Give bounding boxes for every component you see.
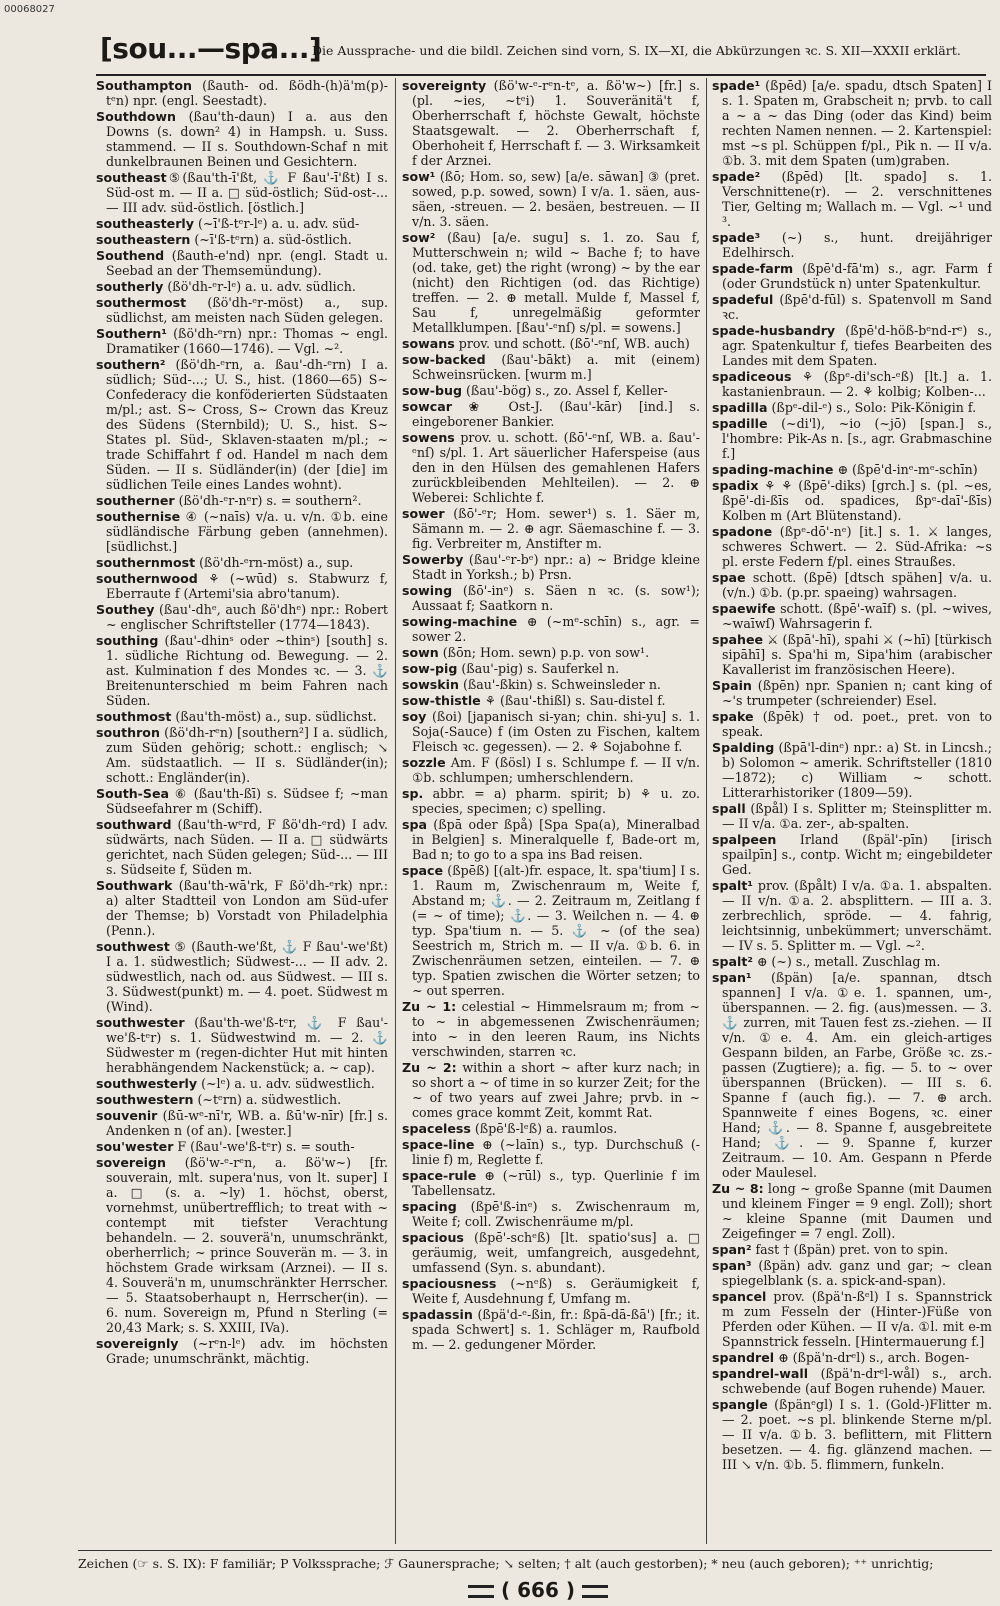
entry-headword: spade² xyxy=(712,169,761,184)
entry-definition: Am. F (ßösl) I s. Schlumpe f. — II v/n. ①b. schlumpen; umherschlendern. xyxy=(412,755,700,785)
entry-headword: southwester xyxy=(96,1015,185,1030)
entry-headword: spall xyxy=(712,801,746,816)
dictionary-entry xyxy=(96,1015,388,1075)
dictionary-entry xyxy=(96,571,388,601)
dictionary-entry xyxy=(402,1168,700,1198)
entry-headword: sovereign xyxy=(96,1155,166,1170)
dictionary-entry xyxy=(402,1137,700,1167)
entry-headword: spalt² xyxy=(712,954,753,969)
entry-headword: sozzle xyxy=(402,755,446,770)
dictionary-entry xyxy=(96,1139,388,1154)
dictionary-entry xyxy=(712,169,992,229)
entry-headword: southerly xyxy=(96,279,164,294)
entry-headword: southwest xyxy=(96,939,170,954)
entry-headword: spacious xyxy=(402,1230,464,1245)
entry-definition: (~) s., hunt. dreijähriger Edelhirsch. xyxy=(722,230,992,260)
column-2 xyxy=(402,78,700,1544)
entry-headword: spadiceous xyxy=(712,369,792,384)
dictionary-entry xyxy=(712,1350,992,1365)
entry-definition: (~ī'ß-tᵉr-lᵉ) a. u. adv. süd- xyxy=(193,216,360,231)
entry-headword: spangle xyxy=(712,1397,768,1412)
entry-headword: span³ xyxy=(712,1258,752,1273)
entry-definition: (ßau'-bög) s., zo. Assel f, Keller- xyxy=(462,383,668,398)
entry-definition: ⚘ (ßpᵉ-di'sch-ᵉß) [lt.] a. 1. kastanienbraun. — 2. ⚘ kolbig; Kolben-... xyxy=(722,369,992,399)
entry-headword: sowcar xyxy=(402,399,452,414)
entry-definition: (~rᵉn-lᵉ) adv. im höchsten Grade; unumschränkt, mächtig. xyxy=(106,1336,388,1366)
entry-headword: sow¹ xyxy=(402,169,436,184)
entry-headword: Zu ~ 8: xyxy=(712,1181,764,1196)
entry-definition: prov. (ßpålt) I v/a. ①a. 1. abspalten. — II v/n. ①a. 2. absplittern. — III a. 3. zerbrechlich, spröde. — 4. fahrig, leichtsinnig, unbekümmert; unverschämt. — IV s. 5. Splitter m. — Vgl. ~². xyxy=(722,878,992,953)
entry-headword: sown xyxy=(402,645,439,660)
dictionary-entry xyxy=(712,416,992,461)
dictionary-entry xyxy=(96,555,388,570)
dictionary-entry xyxy=(712,400,992,415)
entry-headword: Sowerby xyxy=(402,552,464,567)
entry-definition: (ßpᵉ-dil-ᵉ) s., Solo: Pik-Königin f. xyxy=(767,400,977,415)
entry-headword: southmost xyxy=(96,709,172,724)
entry-headword: Zu ~ 2: xyxy=(402,1060,457,1075)
dictionary-entry xyxy=(712,832,992,877)
dictionary-entry xyxy=(96,602,388,632)
entry-headword: spae xyxy=(712,570,746,585)
entry-headword: Southend xyxy=(96,248,165,263)
dictionary-entry xyxy=(402,169,700,229)
dictionary-entry xyxy=(712,478,992,523)
entry-definition: (ßpēß) [(alt-)fr. espace, lt. spa'tium] I s. 1. Raum m, Zwischenraum m, Weite f, Abstand m; ⚓. — 2. Zeitraum m, Zeitlang f (= ~ of time); ⚓. — 3. Weilchen n. — 4. ⊕ typ. Spa'tium n. — 5. ⚓ ~ (of the sea) Seestrich m, Strich m. — II v/a. ①b. 6. in Zwischenräumen setzen, einteilen. — 7. ⊕ typ. Spatien zwischen die Wörter setzen; to ~ out sperren. xyxy=(412,863,700,998)
entry-headword: spade¹ xyxy=(712,78,761,93)
entry-headword: Southern¹ xyxy=(96,326,167,341)
entry-definition: ⊕ (ßpē'd-inᵉ-mᵉ-schīn) xyxy=(833,462,978,477)
entry-headword: spalpeen xyxy=(712,832,777,847)
entry-headword: sow² xyxy=(402,230,436,245)
dictionary-entry xyxy=(712,1397,992,1472)
entry-headword: Southdown xyxy=(96,109,176,124)
entry-headword: spaewife xyxy=(712,601,776,616)
entry-definition: (~tᵉrn) a. südwestlich. xyxy=(193,1092,342,1107)
dictionary-entry xyxy=(402,336,700,351)
entry-headword: sowskin xyxy=(402,677,459,692)
dictionary-entry xyxy=(402,552,700,582)
dictionary-entry xyxy=(96,78,388,108)
entry-headword: sovereignly xyxy=(96,1336,179,1351)
entry-definition: (ßö'dh-ᵉrn) npr.: Thomas ~ engl. Dramatiker (1660—1746). — Vgl. ~². xyxy=(106,326,388,356)
entry-headword: sow-thistle xyxy=(402,693,481,708)
dictionary-entry xyxy=(96,1092,388,1107)
entry-definition: ⊕ (~rūl) s., typ. Querlinie f im Tabellensatz. xyxy=(412,1168,700,1198)
entry-headword: southernise xyxy=(96,509,181,524)
entry-definition: (ßō; Hom. so, sew) [a/e. sāwan] ③ (pret. sowed, p.p. sowed, sown) I v/a. 1. säen, aus-säen, -streuen. — 2. besäen, bestreuen. — II v/n. 3. säen. xyxy=(412,169,700,229)
entry-definition: (ßpän) [a/e. spannan, dtsch spannen] I v/a. ①e. 1. spannen, um-, überspannen. — 2. fig. (aus)messen. — 3. ⚓ zurren, mit Tauen fest zs.-ziehen. — II v/n. ①e. 4. Am. ein gleich-artiges Gespann bilden, an Farbe, Größe ꝛc. zs.-passen (Zugtiere); a. fig. — 5. to ~ over überspannen (Brücken). — III s. 6. Spanne f (auch fig.). — 7. ⊕ arch. Spannweite f eines Bogens, ꝛc. einer Hand; ⚓. — 8. Spanne f, ausgebreitete Hand; ⚓. — 9. Spanne f, kurzer Zeitraum. — 10. Am. Gespann n Pferde oder Maulesel. xyxy=(722,970,992,1180)
entry-definition: (ßö'dh-ᵉr-nᵉr) s. = southern². xyxy=(174,493,362,508)
entry-headword: sowans xyxy=(402,336,455,351)
dictionary-entry xyxy=(96,216,388,231)
entry-definition: (~nᵉß) s. Geräumigkeit f, Weite f, Ausdehnung f, Umfang m. xyxy=(412,1276,700,1306)
dictionary-entry xyxy=(712,292,992,322)
dictionary-entry xyxy=(712,954,992,969)
entry-definition: (ßau) [a/e. sugu] s. 1. zo. Sau f, Mutterschwein n; wild ~ Bache f; to have (od. take, get) the right (wrong) ~ by the ear (nicht) den Richtigen (od. das Richtige) treffen. — 2. ⊕ metall. Mulde f, Massel f, Sau f, unregelmäßig geformter Metallklumpen. [ßau'-ᵉnſ) s/pl. = sowens.] xyxy=(412,230,700,335)
dictionary-entry xyxy=(402,817,700,862)
dictionary-entry xyxy=(712,1289,992,1349)
entry-headword: Southey xyxy=(96,602,155,617)
dictionary-entry xyxy=(96,725,388,785)
entry-headword: southwestern xyxy=(96,1092,194,1107)
entry-definition: schott. (ßpē'-waīf) s. (pl. ~wives, ~waīwſ) Wahrsagerin f. xyxy=(722,601,992,631)
dictionary-entry xyxy=(402,1230,700,1275)
entry-definition: (~lᵉ) a. u. adv. südwestlich. xyxy=(197,1076,375,1091)
dictionary-entry xyxy=(712,230,992,260)
dictionary-entry xyxy=(96,786,388,816)
column-divider xyxy=(706,78,707,1544)
entry-headword: southermost xyxy=(96,295,187,310)
entry-definition: (ßö'w-ᵉ-rᵉn, a. ßö'w~) [fr. souverain, mlt. supera'nus, von lt. super] I a. □ (s. a. ~ly) 1. höchst, oberst, vornehmst, unübertrefflich; to treat with ~ contempt mit tiefster Verachtung behandeln. — 2. souverä'n, unumschränkt, oberherrlich; ~ prince Souverän m. — 3. in höchstem Grade wirksam (Arznei). — II s. 4. Souverä'n m, unumschränkter Herrscher. — 5. Staatsoberhaupt n, Herrscher(in). — 6. num. Sovereign m, Pfund n Sterling (= 20,43 Mark; s. S. XXIII, IVa). xyxy=(106,1155,388,1335)
entry-headword: sovereignty xyxy=(402,78,487,93)
entry-headword: sowens xyxy=(402,430,455,445)
entry-definition: (ßō'-inᵉ) s. Säen n ꝛc. (s. sow¹); Aussaat f; Saatkorn n. xyxy=(412,583,700,613)
dictionary-entry xyxy=(402,399,700,429)
entry-definition: (ßau'-dhinˢ oder ~thinˢ) [south] s. 1. südliche Richtung od. Bewegung. — 2. ast. Kulmination f des Mondes ꝛc. — 3. ⚓ Breitenunterschied m beim Fahren nach Süden. xyxy=(106,633,388,708)
entry-definition: ⊕ (~laīn) s., typ. Durchschuß (-linie f) m, Reglette f. xyxy=(412,1137,700,1167)
dictionary-entry xyxy=(96,939,388,1014)
entry-definition: (ßpä'n-drᵉl-wål) s., arch. schwebende (auf Bogen ruhende) Mauer. xyxy=(722,1366,992,1396)
entry-headword: sowing xyxy=(402,583,453,598)
dictionary-entry xyxy=(712,1258,992,1288)
entry-headword: spadone xyxy=(712,524,773,539)
entry-headword: spade-farm xyxy=(712,261,794,276)
entry-headword: southernwood xyxy=(96,571,198,586)
dictionary-entry xyxy=(96,1336,388,1366)
entry-definition: (ßau'th-möst) a., sup. südlichst. xyxy=(171,709,377,724)
entry-definition: (~di'l), ~io (~jō) [span.] s., l'hombre: Pik-As n. [s., agr. Grabmaschine f.] xyxy=(722,416,992,461)
entry-definition: (ßoi) [japanisch si-yan; chin. shi-yu] s. 1. Soja(-Sauce) f (im Osten zu Fischen, kaltem Fleisch ꝛc. gegessen). — 2. ⚘ Sojabohne f. xyxy=(412,709,700,754)
entry-definition: (ßau'th-wᵉrd, F ßö'dh-ᵉrd) I adv. südwärts, nach Süden. — II a. □ südwärts gerichtet, nach Süden gelegen; Süd-... — III s. Südseite f, Süden m. xyxy=(106,817,388,877)
entry-headword: sow-bug xyxy=(402,383,463,398)
entry-definition: (ßpē'-schᵉß) [lt. spatio'sus] a. □ geräumig, weit, umfangreich, ausgedehnt, umfassend (Syn. s. abundant). xyxy=(412,1230,700,1275)
entry-headword: spandrel-wall xyxy=(712,1366,809,1381)
entry-headword: sower xyxy=(402,506,445,521)
entry-headword: southeasterly xyxy=(96,216,194,231)
dictionary-entry xyxy=(96,248,388,278)
dictionary-entry xyxy=(402,78,700,168)
entry-headword: spadille xyxy=(712,416,768,431)
dictionary-entry xyxy=(712,323,992,368)
entry-headword: Southwark xyxy=(96,878,173,893)
dictionary-entry xyxy=(96,709,388,724)
dictionary-entry xyxy=(402,677,700,692)
dictionary-entry xyxy=(402,383,700,398)
entry-headword: spa xyxy=(402,817,428,832)
dictionary-entry xyxy=(712,678,992,708)
entry-headword: spade³ xyxy=(712,230,761,245)
dictionary-entry xyxy=(402,709,700,754)
entry-definition: (ßpēn) npr. Spanien n; cant king of ~'s trumpeter (schreiender) Esel. xyxy=(722,678,992,708)
entry-headword: sp. xyxy=(402,786,424,801)
dictionary-entry xyxy=(96,1108,388,1138)
entry-headword: souvenir xyxy=(96,1108,158,1123)
dictionary-entry xyxy=(96,357,388,492)
entry-headword: South-Sea xyxy=(96,786,170,801)
entry-headword: Spain xyxy=(712,678,752,693)
dictionary-entry xyxy=(96,170,388,215)
dictionary-entry xyxy=(402,230,700,335)
entry-headword: space-rule xyxy=(402,1168,477,1183)
entry-definition: (~ī'ß-tᵉrn) a. süd-östlich. xyxy=(190,232,352,247)
entry-definition: (ßpē'd-höß-bᵉnd-rᵉ) s., agr. Spatenkultur f, tiefes Bearbeiten des Landes mit dem Spaten. xyxy=(722,323,992,368)
entry-headword: southernmost xyxy=(96,555,196,570)
header-note: Die Aussprache- und die bildl. Zeichen sind vorn, S. IX—XI, die Abkürzungen ꝛc. S. XII—XXXII erklärt. xyxy=(312,43,961,58)
entry-definition: (ßpē'ß-lᵉß) a. raumlos. xyxy=(470,1121,618,1136)
entry-headword: spalt¹ xyxy=(712,878,753,893)
dictionary-entry xyxy=(96,878,388,938)
dictionary-entry xyxy=(402,583,700,613)
entry-headword: spandrel xyxy=(712,1350,775,1365)
dictionary-entry xyxy=(402,352,700,382)
entry-definition: (ßau'-ßkin) s. Schweinsleder n. xyxy=(458,677,661,692)
dictionary-entry xyxy=(96,295,388,325)
entry-definition: ⊕ (~) s., metall. Zuschlag m. xyxy=(752,954,941,969)
dictionary-entry xyxy=(712,78,992,168)
entry-headword: southerner xyxy=(96,493,175,508)
page-header xyxy=(96,28,986,76)
dictionary-entry xyxy=(402,1276,700,1306)
entry-definition: (ßö'dh-ᵉr-möst) a., sup. südlichst, am meisten nach Süden gelegen. xyxy=(106,295,388,325)
entry-headword: sow-backed xyxy=(402,352,486,367)
entry-definition: ⊕ (ßpä'n-drᵉl) s., arch. Bogen- xyxy=(774,1350,970,1365)
entry-definition: (ßau'-ᵉr-bᵉ) npr.: a) ~ Bridge kleine Stadt in Yorksh.; b) Prsn. xyxy=(412,552,700,582)
dictionary-entry xyxy=(402,1199,700,1229)
dictionary-entry xyxy=(96,817,388,877)
entry-headword: spancel xyxy=(712,1289,767,1304)
dictionary-entry xyxy=(712,601,992,631)
dictionary-entry xyxy=(402,1121,700,1136)
entry-headword: sow-pig xyxy=(402,661,458,676)
entry-definition: (ßö'w-ᵉ-rᵉn-tᵉ, a. ßö'w~) [fr.] s. (pl. ~ies, ~tᵉi) 1. Souveränitä't f, Oberherrschaft f, höchste Gewalt, höchste Staatsgewalt. — 2. Oberherrschaft f, Oberhoheit f, Herrschaft f. — 3. Wirksamkeit f der Arznei. xyxy=(412,78,700,168)
dictionary-entry xyxy=(96,633,388,708)
entry-headword: spadassin xyxy=(402,1307,473,1322)
entry-definition: ⚔ (ßpā'-hī), spahi ⚔ (~hī) [türkisch sipāhī] s. Spa'hi m, Sipa'him (arabischer Kavallerist im französischen Heere). xyxy=(722,632,992,677)
dictionary-entry xyxy=(402,661,700,676)
entry-definition: (ßau'-pig) s. Sauferkel n. xyxy=(457,661,620,676)
entry-definition: (ßauth-e'nd) npr. (engl. Stadt u. Seebad an der Themsemündung). xyxy=(106,248,388,278)
entry-definition: (ßū-wᵉ-nī'r, WB. a. ßū'w-nīr) [fr.] s. Andenken n (of an). [wester.] xyxy=(106,1108,388,1138)
entry-definition: (ßpä'd-ᵉ-ßin, fr.: ßpā-dā-ßā') [fr.; it. spada Schwert] s. 1. Schläger m, Raufbold m. — 2. gedungener Mörder. xyxy=(412,1307,700,1352)
dictionary-entry xyxy=(712,878,992,953)
entry-definition: (ßpēd) [lt. spado] s. 1. Verschnittene(r). — 2. verschnittenes Tier, Gelting m; Wallach m. — Vgl. ~¹ und ³. xyxy=(722,169,992,229)
dictionary-entry xyxy=(402,755,700,785)
entry-headword: Zu ~ 1: xyxy=(402,999,457,1014)
dictionary-entry xyxy=(712,1242,992,1257)
entry-definition: (ßpēd) [a/e. spadu, dtsch Spaten] I s. 1. Spaten m, Grabscheit n; prvb. to call a ~ a ~ das Ding (oder das Kind) beim rechten Namen nennen. — 2. Kartenspiel: mst ~s pl. Schüppen f/pl., Pik n. — II v/a. ①b. 3. mit dem Spaten (um)graben. xyxy=(722,78,992,168)
entry-definition: schott. (ßpē) [dtsch spähen] v/a. u. (v/n.) ①b. (p.pr. spaeing) wahrsagen. xyxy=(722,570,992,600)
dictionary-entry xyxy=(96,279,388,294)
entry-headword: southward xyxy=(96,817,172,832)
entry-headword: spahee xyxy=(712,632,764,647)
entry-definition: long ~ große Spanne (mit Daumen und kleinem Finger = 9 engl. Zoll); short ~ kleine Spanne (mit Daumen und Zeigefinger = 7 engl. Zoll). xyxy=(722,1181,992,1241)
entry-definition: (ßpēk) † od. poet., pret. von to speak. xyxy=(722,709,992,739)
dictionary-entry xyxy=(402,786,700,816)
entry-headword: soy xyxy=(402,709,427,724)
entry-headword: southwesterly xyxy=(96,1076,198,1091)
entry-headword: southron xyxy=(96,725,160,740)
entry-definition: ⑤ (ßauth-we'ßt, ⚓ F ßau'-we'ßt) I a. 1. südwestlich; Südwest-... — II adv. 2. südwestlich, nach od. aus Südwest. — III s. 3. Südwest(punkt) m. — 4. poet. Südwest m (Wind). xyxy=(106,939,388,1014)
dictionary-entry xyxy=(712,801,992,831)
column-divider xyxy=(395,78,396,1544)
dictionary-entry xyxy=(712,570,992,600)
dictionary-entry xyxy=(712,369,992,399)
ornament-bar xyxy=(582,1585,608,1598)
entry-headword: spaceless xyxy=(402,1121,471,1136)
entry-definition: (ßau'-bākt) a. mit (einem) Schweinsrücken. [wurm m.] xyxy=(412,352,700,382)
entry-definition: ⚘ ⚘ (ßpē'-diks) [grch.] s. (pl. ~es, ßpē'-di-ßīs od. spadices, ßpᵉ-daī'-ßīs) Kolben m (Art Blütenstand). xyxy=(722,478,992,523)
entry-headword: space-line xyxy=(402,1137,475,1152)
entry-definition: F (ßau'-we'ß-tᵉr) s. = south- xyxy=(173,1139,355,1154)
dictionary-entry xyxy=(96,1155,388,1335)
dictionary-entry xyxy=(712,740,992,800)
entry-headword: sowing-machine xyxy=(402,614,518,629)
entry-definition: (ßö'dh-ᵉr-lᵉ) a. u. adv. südlich. xyxy=(163,279,356,294)
footer-divider xyxy=(78,1550,992,1551)
entry-headword: span¹ xyxy=(712,970,752,985)
entry-definition: ⚘ (ßau'-thißl) s. Sau-distel f. xyxy=(480,693,666,708)
entry-definition: (ßpål) I s. Splitter m; Steinsplitter m. — II v/a. ①a. zer-, ab-spalten. xyxy=(722,801,992,831)
entry-definition: (ßōn; Hom. sewn) p.p. von sow¹. xyxy=(438,645,650,660)
entry-definition: Irland (ßpäl'-pīn) [irisch spailpīn] s., contp. Wicht m; eingebildeter Ged. xyxy=(722,832,992,877)
column-1 xyxy=(96,78,388,1544)
dictionary-entry xyxy=(402,693,700,708)
entry-definition: fast † (ßpän) pret. von to spin. xyxy=(751,1242,949,1257)
entry-headword: southern² xyxy=(96,357,166,372)
entry-definition: (ßau'th-wā'rk, F ßö'dh-ᵉrk) npr.: a) alter Stadtteil von London am Süd-ufer der Themse; b) Vorstadt von Philadelphia (Penn.). xyxy=(106,878,388,938)
dictionary-entry xyxy=(712,1366,992,1396)
dictionary-entry xyxy=(96,326,388,356)
dictionary-entry xyxy=(96,109,388,169)
entry-definition: (ßpän) adv. ganz und gar; ~ clean spiegelblank (s. a. spick-and-span). xyxy=(722,1258,992,1288)
dictionary-entry xyxy=(96,232,388,247)
entry-headword: sou'wester xyxy=(96,1139,174,1154)
page-number xyxy=(458,1578,618,1602)
header-range: [sou...—spa...] xyxy=(100,32,322,65)
entry-headword: space xyxy=(402,863,444,878)
entry-headword: spading-machine xyxy=(712,462,834,477)
entry-headword: southing xyxy=(96,633,159,648)
ornament-bar xyxy=(468,1585,494,1598)
entry-definition: prov. (ßpä'n-ßᵉl) I s. Spannstrick m zum Fesseln der (Hinter-)Füße von Pferden oder Kühen. — II v/a. ①l. mit e-m Spannstrick fesseln. [Hintermauerung f.] xyxy=(722,1289,992,1349)
dictionary-entry xyxy=(96,509,388,554)
entry-definition: ④ (~naīs) v/a. u. v/n. ①b. eine südländische Färbung geben (annehmen). [südlichst.] xyxy=(106,509,388,554)
entry-definition: ❀ Ost-J. (ßau'-kār) [ind.] s. eingeborener Bankier. xyxy=(412,399,700,429)
entry-headword: southeast xyxy=(96,170,167,185)
entry-headword: spadix xyxy=(712,478,759,493)
dictionary-entry xyxy=(402,645,700,660)
entry-definition: ⚘ (~wūd) s. Stabwurz f, Eberraute f (Artemi'sia abro'tanum). xyxy=(106,571,388,601)
dictionary-entry xyxy=(402,999,700,1059)
entry-headword: span² xyxy=(712,1242,752,1257)
entry-headword: spacing xyxy=(402,1199,457,1214)
dictionary-entry xyxy=(712,709,992,739)
entry-definition: within a short ~ after kurz nach; in so short a ~ of time in so kurzer Zeit; for the ~ of two years auf zwei Jahre; prvb. in ~ comes grace kommt Zeit, kommt Rat. xyxy=(412,1060,700,1120)
entry-headword: spadilla xyxy=(712,400,768,415)
entry-headword: southeastern xyxy=(96,232,191,247)
dictionary-entry xyxy=(712,524,992,569)
entry-definition: (ßpē'ß-inᵉ) s. Zwischenraum m, Weite f; coll. Zwischenräume m/pl. xyxy=(412,1199,700,1229)
page-number-text: ( 666 ) xyxy=(501,1578,575,1602)
dictionary-entry xyxy=(402,506,700,551)
entry-definition: ⑥ (ßau'th-ßī) s. Südsee f; ~man Südseefahrer m (Schiff). xyxy=(106,786,388,816)
entry-definition: (ßpänᵉgl) I s. 1. (Gold-)Flitter m. — 2. poet. ~s pl. blinkende Sterne m/pl. — II v/a. ①b. 3. beflittern, mit Flittern besetzen. — 4. fig. glänzend machen. — III ↘ v/n. ①b. 5. flimmern, funkeln. xyxy=(722,1397,992,1472)
entry-definition: abbr. = a) pharm. spirit; b) ⚘ u. zo. species, specimen; c) spelling. xyxy=(412,786,700,816)
entry-definition: prov. und schott. (ßō'-ᵉnſ, WB. auch) xyxy=(454,336,690,351)
entry-definition: prov. u. schott. (ßō'-ᵉnſ, WB. a. ßau'-ᵉnſ) s/pl. 1. Art säuerlicher Haferspeise (aus den in den Hülsen des gemahlenen Hafers zurückbleibenden Mehlteilen). — 2. ⊕ Weberei: Schlichte f. xyxy=(412,430,700,505)
dictionary-entry xyxy=(712,462,992,477)
dictionary-entry xyxy=(402,1307,700,1352)
dictionary-entry xyxy=(96,493,388,508)
entry-headword: Spalding xyxy=(712,740,775,755)
dictionary-entry xyxy=(402,863,700,998)
dictionary-entry xyxy=(402,430,700,505)
entry-definition: (ßpē'd-fā'm) s., agr. Farm f (oder Grundstück n) unter Spatenkultur. xyxy=(722,261,992,291)
entry-definition: ⊕ (~mᵉ-schīn) s., agr. = sower 2. xyxy=(412,614,700,644)
dictionary-entry xyxy=(712,1181,992,1241)
entry-headword: Southampton xyxy=(96,78,192,93)
dictionary-entry xyxy=(712,970,992,1180)
dictionary-entry xyxy=(712,632,992,677)
entry-definition: (ßö'dh-ᵉrn, a. ßau'-dh-ᵉrn) I a. südlich; Süd-...; U. S., hist. (1860—65) S~ Confederacy die konföderierten Südstaaten m/pl.; ast. S~ Cross, S~ Crown das Kreuz des Südens (Sternbild); U. S., hist. S~ States pl. Süd-, Sklaven-staaten m/pl.; ~ trade Schiffahrt f od. Handel m nach dem Süden. — II s. Südländer(in) (der [die] im südlichen Teile eines Landes wohnt). xyxy=(106,357,388,492)
symbol-legend: Zeichen (☞ s. S. IX): F familiär; P Volkssprache; ℱ Gaunersprache; ↘ selten; † alt (auch gestorben); * neu (auch geboren); ⁺⁺ unrichtig; xyxy=(78,1556,934,1571)
dictionary-entry xyxy=(402,1060,700,1120)
entry-definition: (ßö'dh-rᵉn) [southern²] I a. südlich, zum Süden gehörig; schott.: englisch; ↘ Am. südstaatlich. — II s. Südländer(in); schott.: Engländer(in). xyxy=(106,725,388,785)
entry-definition: celestial ~ Himmelsraum m; from ~ to ~ in abgemessenen Zwischenräumen; into ~ in den leeren Raum, ins Nichts verschwinden, starren ꝛc. xyxy=(412,999,700,1059)
entry-definition: (ßau'th-daun) I a. aus den Downs (s. down² 4) in Hampsh. u. Suss. stammend. — II s. Southdown-Schaf n mit dunkelbraunen Beinen und Gesichtern. xyxy=(106,109,388,169)
entry-definition: ⑤(ßau'th-ī'ßt, ⚓ F ßau'-ī'ßt) I s. Süd-ost m. — II a. □ süd-östlich; Süd-ost-... — III adv. süd-östlich. [östlich.] xyxy=(106,170,388,215)
entry-definition: (ßau'-dhᵉ, auch ßö'dhᵉ) npr.: Robert ~ englischer Schriftsteller (1774—1843). xyxy=(106,602,388,632)
dictionary-entry xyxy=(712,261,992,291)
entry-definition: (ßō'-ᵉr; Hom. sewer¹) s. 1. Säer m, Sämann m. — 2. ⊕ agr. Säemaschine f. — 3. fig. Verbreiter m, Anstifter m. xyxy=(412,506,700,551)
entry-definition: (ßpā'l-dinᵉ) npr.: a) St. in Lincsh.; b) Solomon ~ amerik. Schriftsteller (1810—1872); c) William ~ schott. Litterarhistoriker (1809—59). xyxy=(722,740,992,800)
entry-definition: (ßauth- od. ßödh-(h)ä'm(p)-tᵉn) npr. (engl. Seestadt). xyxy=(106,78,388,108)
entry-definition: (ßö'dh-ᵉrn-möst) a., sup. xyxy=(195,555,354,570)
entry-headword: spaciousness xyxy=(402,1276,497,1291)
entry-headword: spade-husbandry xyxy=(712,323,836,338)
scan-id: 00068027 xyxy=(4,4,55,15)
column-3 xyxy=(712,78,992,1544)
entry-definition: (ßpē'd-fūl) s. Spatenvoll m Sand ꝛc. xyxy=(722,292,992,322)
entry-headword: spake xyxy=(712,709,754,724)
dictionary-entry xyxy=(96,1076,388,1091)
dictionary-entry xyxy=(402,614,700,644)
entry-definition: (ßpā oder ßpå) [Spa Spa(a), Mineralbad in Belgien] s. Mineralquelle f, Bade-ort m, Bad n; to go to a spa ins Bad reisen. xyxy=(412,817,700,862)
entry-definition: (ßau'th-we'ß-tᵉr, ⚓ F ßau'-we'ß-tᵉr) s. 1. Südwestwind m. — 2. ⚓ Südwester m (regen-dichter Hut mit hinten herabhängendem Nackenstück; a. ~ cap). xyxy=(106,1015,388,1075)
entry-definition: (ßpᵉ-dō'-nᵉ) [it.] s. 1. ⚔ langes, schweres Schwert. — 2. Süd-Afrika: ~s pl. erste Federn f/pl. eines Straußes. xyxy=(722,524,992,569)
entry-headword: spadeful xyxy=(712,292,774,307)
